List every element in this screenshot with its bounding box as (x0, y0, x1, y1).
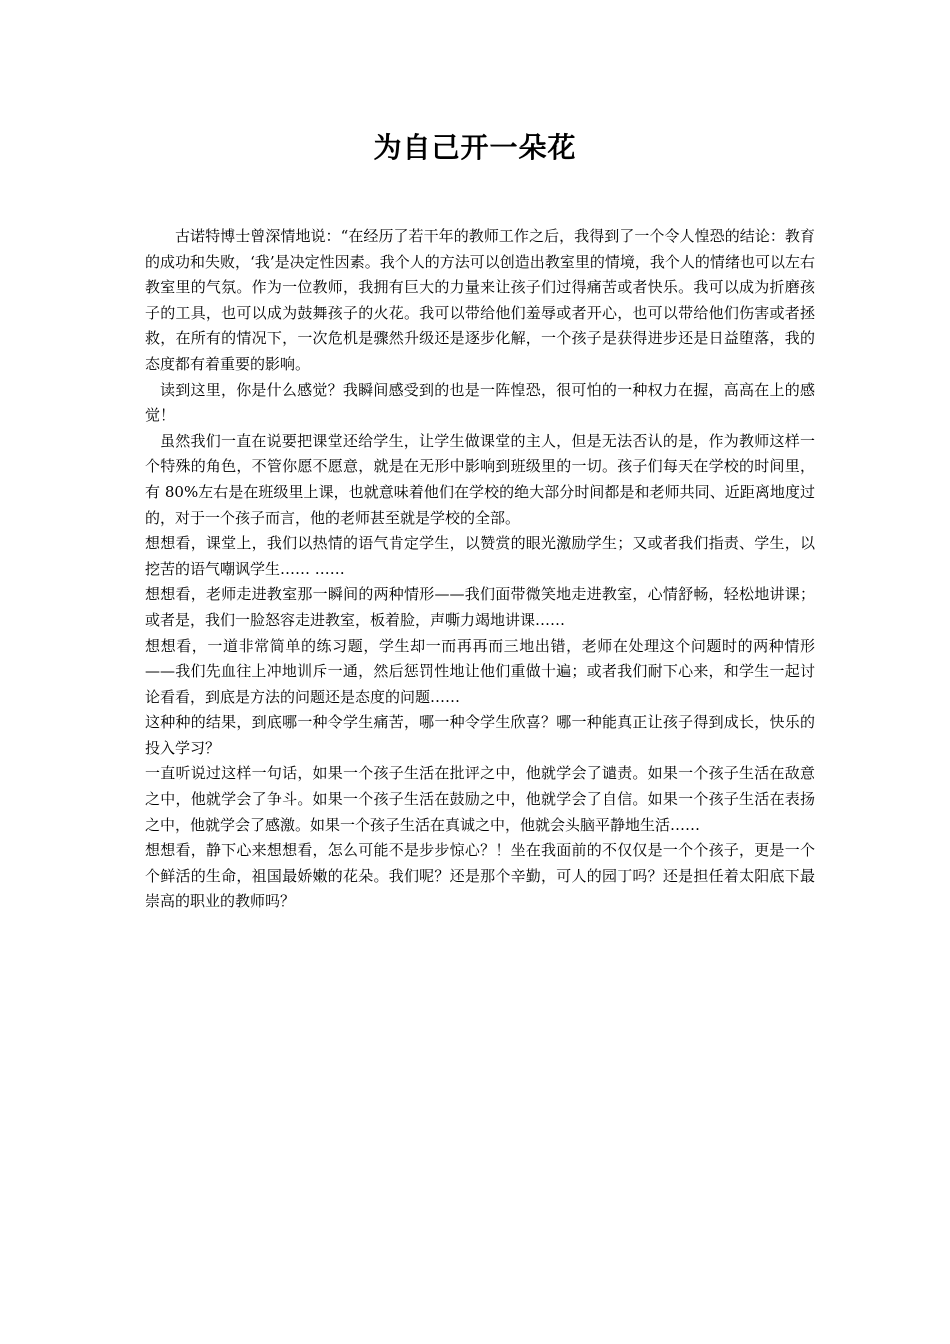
paragraph-think-classroom: 想想看，课堂上，我们以热情的语气肯定学生，以赞赏的眼光激励学生；又或者我们指责、学生，以挖苦的语气嘲讽学生…… …… (145, 534, 815, 578)
paragraph-classroom-role: 虽然我们一直在说要把课堂还给学生，让学生做课堂的主人，但是无法否认的是，作为教师这样一个特殊的角色，不管你愿不愿意，就是在无形中影响到班级里的一切。孩子们每天在学校的时间里，有 80%左右是在班级里上课，也就意味着他们在学校的绝大部分时间都是和老师共同、近距离地度过的，对于一个孩子而言，他的老师甚至就是学校的全部。 (145, 431, 815, 527)
paragraph-think-entering: 想想看，老师走进教室那一瞬间的两种情形——我们面带微笑地走进教室，心情舒畅，轻松地讲课；或者是，我们一脸怒容走进教室，板着脸，声嘶力竭地讲课…… (145, 585, 815, 629)
paragraph-reaction: 读到这里，你是什么感觉？我瞬间感受到的也是一阵惶恐，很可怕的一种权力在握，高高在上的感觉！ (145, 380, 815, 425)
document-title: 为自己开一朵花 (373, 131, 577, 164)
paragraph-results: 这种种的结果，到底哪一种令学生痛苦，哪一种令学生欣喜？哪一种能真正让孩子得到成长，快乐的投入学习？ (145, 713, 815, 757)
paragraph-quote: 古诺特博士曾深情地说：“在经历了若干年的教师工作之后，我得到了一个令人惶恐的结论：教育的成功和失败，‘我’是决定性因素。我个人的方法可以创造出教室里的情境，我个人的情绪也可以左右教室里的气氛。作为一位教师，我拥有巨大的力量来让孩子们过得痛苦或者快乐。我可以成为折磨孩子的工具，也可以成为鼓舞孩子的火花。我可以带给他们羞辱或者开心，也可以带给他们伤害或者拯救，在所有的情况下，一次危机是骤然升级还是逐步化解，一个孩子是获得进步还是日益堕落，我的态度都有着重要的影响。 (145, 227, 815, 373)
paragraph-saying: 一直听说过这样一句话，如果一个孩子生活在批评之中，他就学会了谴责。如果一个孩子生活在敌意之中，他就学会了争斗。如果一个孩子生活在鼓励之中，他就学会了自信。如果一个孩子生活在表扬之中，他就学会了感激。如果一个孩子生活在真诚之中，他就会头脑平静地生活…… (145, 764, 815, 834)
paragraph-think-exercise: 想想看，一道非常简单的练习题，学生却一而再再而三地出错，老师在处理这个问题时的两种情形——我们先血往上冲地训斥一通，然后惩罚性地让他们重做十遍；或者我们耐下心来，和学生一起讨论看看，到底是方法的问题还是态度的问题…… (145, 636, 815, 706)
paragraph-conclusion: 想想看，静下心来想想看，怎么可能不是步步惊心？！坐在我面前的不仅仅是一个个孩子，更是一个个鲜活的生命，祖国最娇嫩的花朵。我们呢？还是那个辛勤，可人的园丁吗？还是担任着太阳底下最崇高的职业的教师吗？ (145, 841, 815, 911)
document-body (145, 224, 815, 915)
